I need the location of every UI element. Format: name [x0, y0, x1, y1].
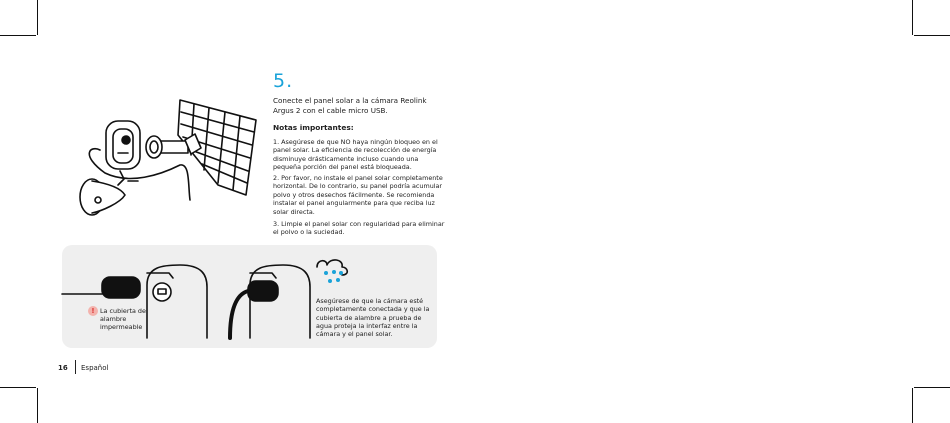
- crop-mark: [37, 0, 38, 35]
- crop-mark: [914, 35, 950, 36]
- notes-title: Notas importantes:: [273, 123, 354, 132]
- warning-icon: !: [88, 306, 98, 316]
- note-item: 2. Por favor, no instale el panel solar completamente horizontal. De lo contrario, su panel podría acumular polvo y otros desechos fácilmente. Se recomienda instalar el panel angularmente para que reciba luz solar directa.: [273, 174, 443, 216]
- crop-mark: [0, 35, 36, 36]
- step-number: 5.: [273, 70, 294, 92]
- crop-mark: [0, 387, 36, 388]
- crop-mark: [912, 388, 913, 423]
- crop-mark: [912, 0, 913, 35]
- wire-cover-label: La cubierta de alambre impermeable: [100, 307, 146, 332]
- crop-mark: [914, 387, 950, 388]
- footer-divider: [75, 360, 76, 374]
- footer-language: Español: [81, 364, 109, 372]
- crop-mark: [37, 388, 38, 423]
- step-instruction: Conecte el panel solar a la cámara Reolink Argus 2 con el cable micro USB.: [273, 96, 427, 115]
- note-item: 1. Asegúrese de que NO haya ningún bloqueo en el panel solar. La eficiencia de recolección de energía disminuye drásticamente incluso cuando una pequeña porción del panel está bloqueada.: [273, 138, 438, 172]
- connection-tip: Asegúrese de que la cámara esté completamente conectada y que la cubierta de alambre a prueba de agua proteja la interfaz entre la cámara y el panel solar.: [316, 297, 430, 339]
- page-number: 16: [58, 364, 68, 372]
- note-item: 3. Limpie el panel solar con regularidad para eliminar el polvo o la suciedad.: [273, 220, 445, 237]
